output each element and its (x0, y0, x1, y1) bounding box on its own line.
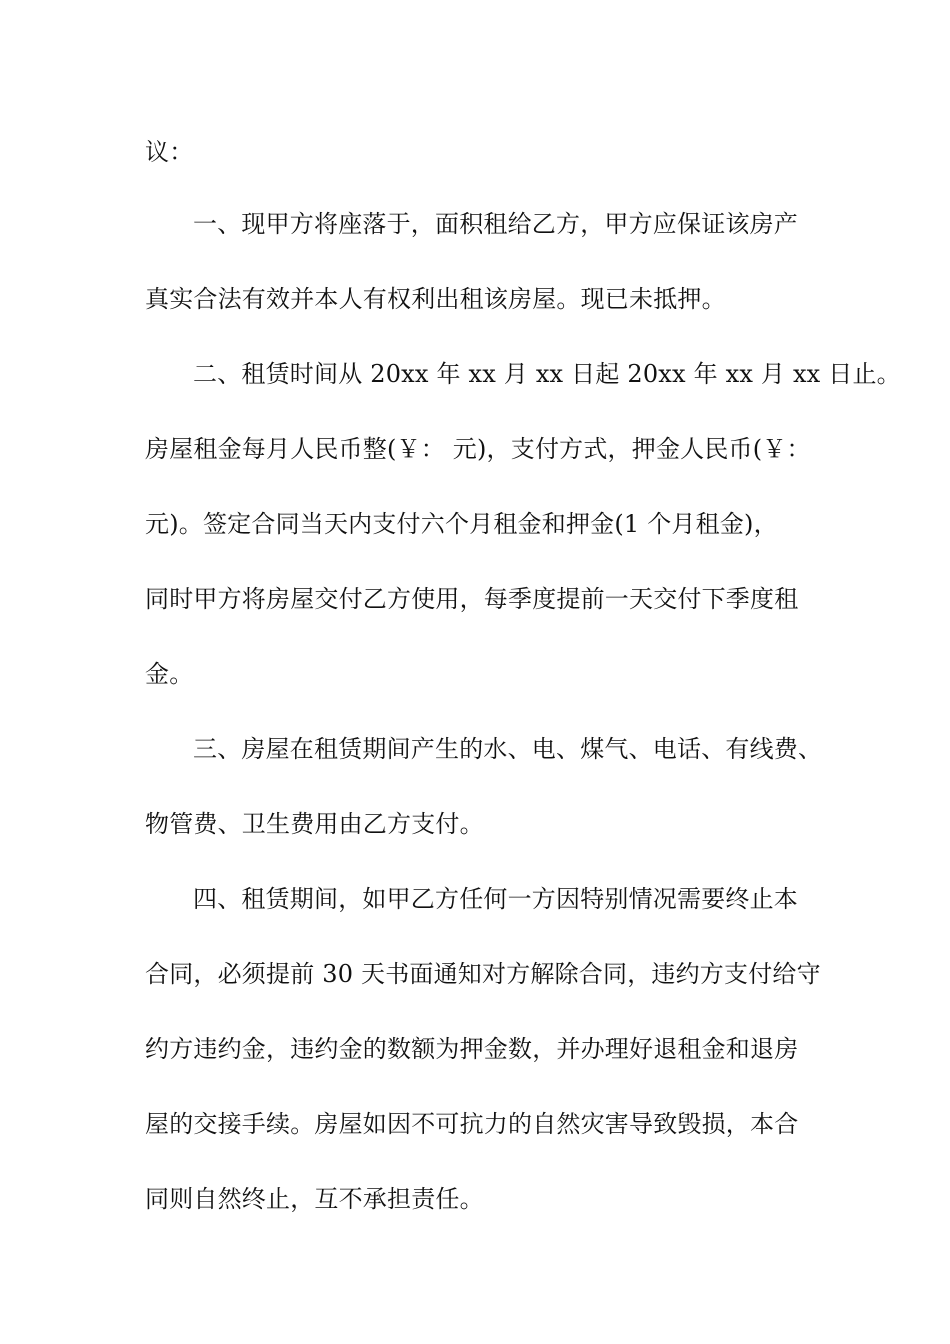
paragraph-2-line-5: 金。 (145, 660, 194, 688)
paragraph-3-line-2: 物管费、卫生费用由乙方支付。 (145, 810, 484, 838)
paragraph-4-line-4: 屋的交接手续。房屋如因不可抗力的自然灾害导致毁损，本合 (145, 1110, 799, 1138)
paragraph-4-line-2: 合同，必须提前 30 天书面通知对方解除合同，违约方支付给守 (145, 960, 821, 988)
paragraph-4-line-5: 同则自然终止，互不承担责任。 (145, 1185, 484, 1213)
paragraph-3-line-1: 三、房屋在租赁期间产生的水、电、煤气、电话、有线费、 (193, 735, 823, 763)
paragraph-2-line-3: 元)。签定合同当天内支付六个月租金和押金(1 个月租金)， (145, 510, 778, 538)
paragraph-4-line-1: 四、租赁期间，如甲乙方任何一方因特别情况需要终止本 (193, 885, 798, 913)
paragraph-1-line-2: 真实合法有效并本人有权利出租该房屋。现已未抵押。 (145, 285, 726, 313)
paragraph-1-line-1: 一、现甲方将座落于，面积租给乙方，甲方应保证该房产 (193, 210, 798, 238)
paragraph-2-line-4: 同时甲方将房屋交付乙方使用，每季度提前一天交付下季度租 (145, 585, 799, 613)
paragraph-2-line-1: 二、租赁时间从 20xx 年 xx 月 xx 日起 20xx 年 xx 月 xx 日止。 (193, 360, 901, 388)
paragraph-2-line-2: 房屋租金每月人民币整(￥： 元)，支付方式，押金人民币(￥： (145, 435, 811, 463)
paragraph-4-line-3: 约方违约金，违约金的数额为押金数，并办理好退租金和退房 (145, 1035, 799, 1063)
text-line: 议： (145, 138, 194, 166)
